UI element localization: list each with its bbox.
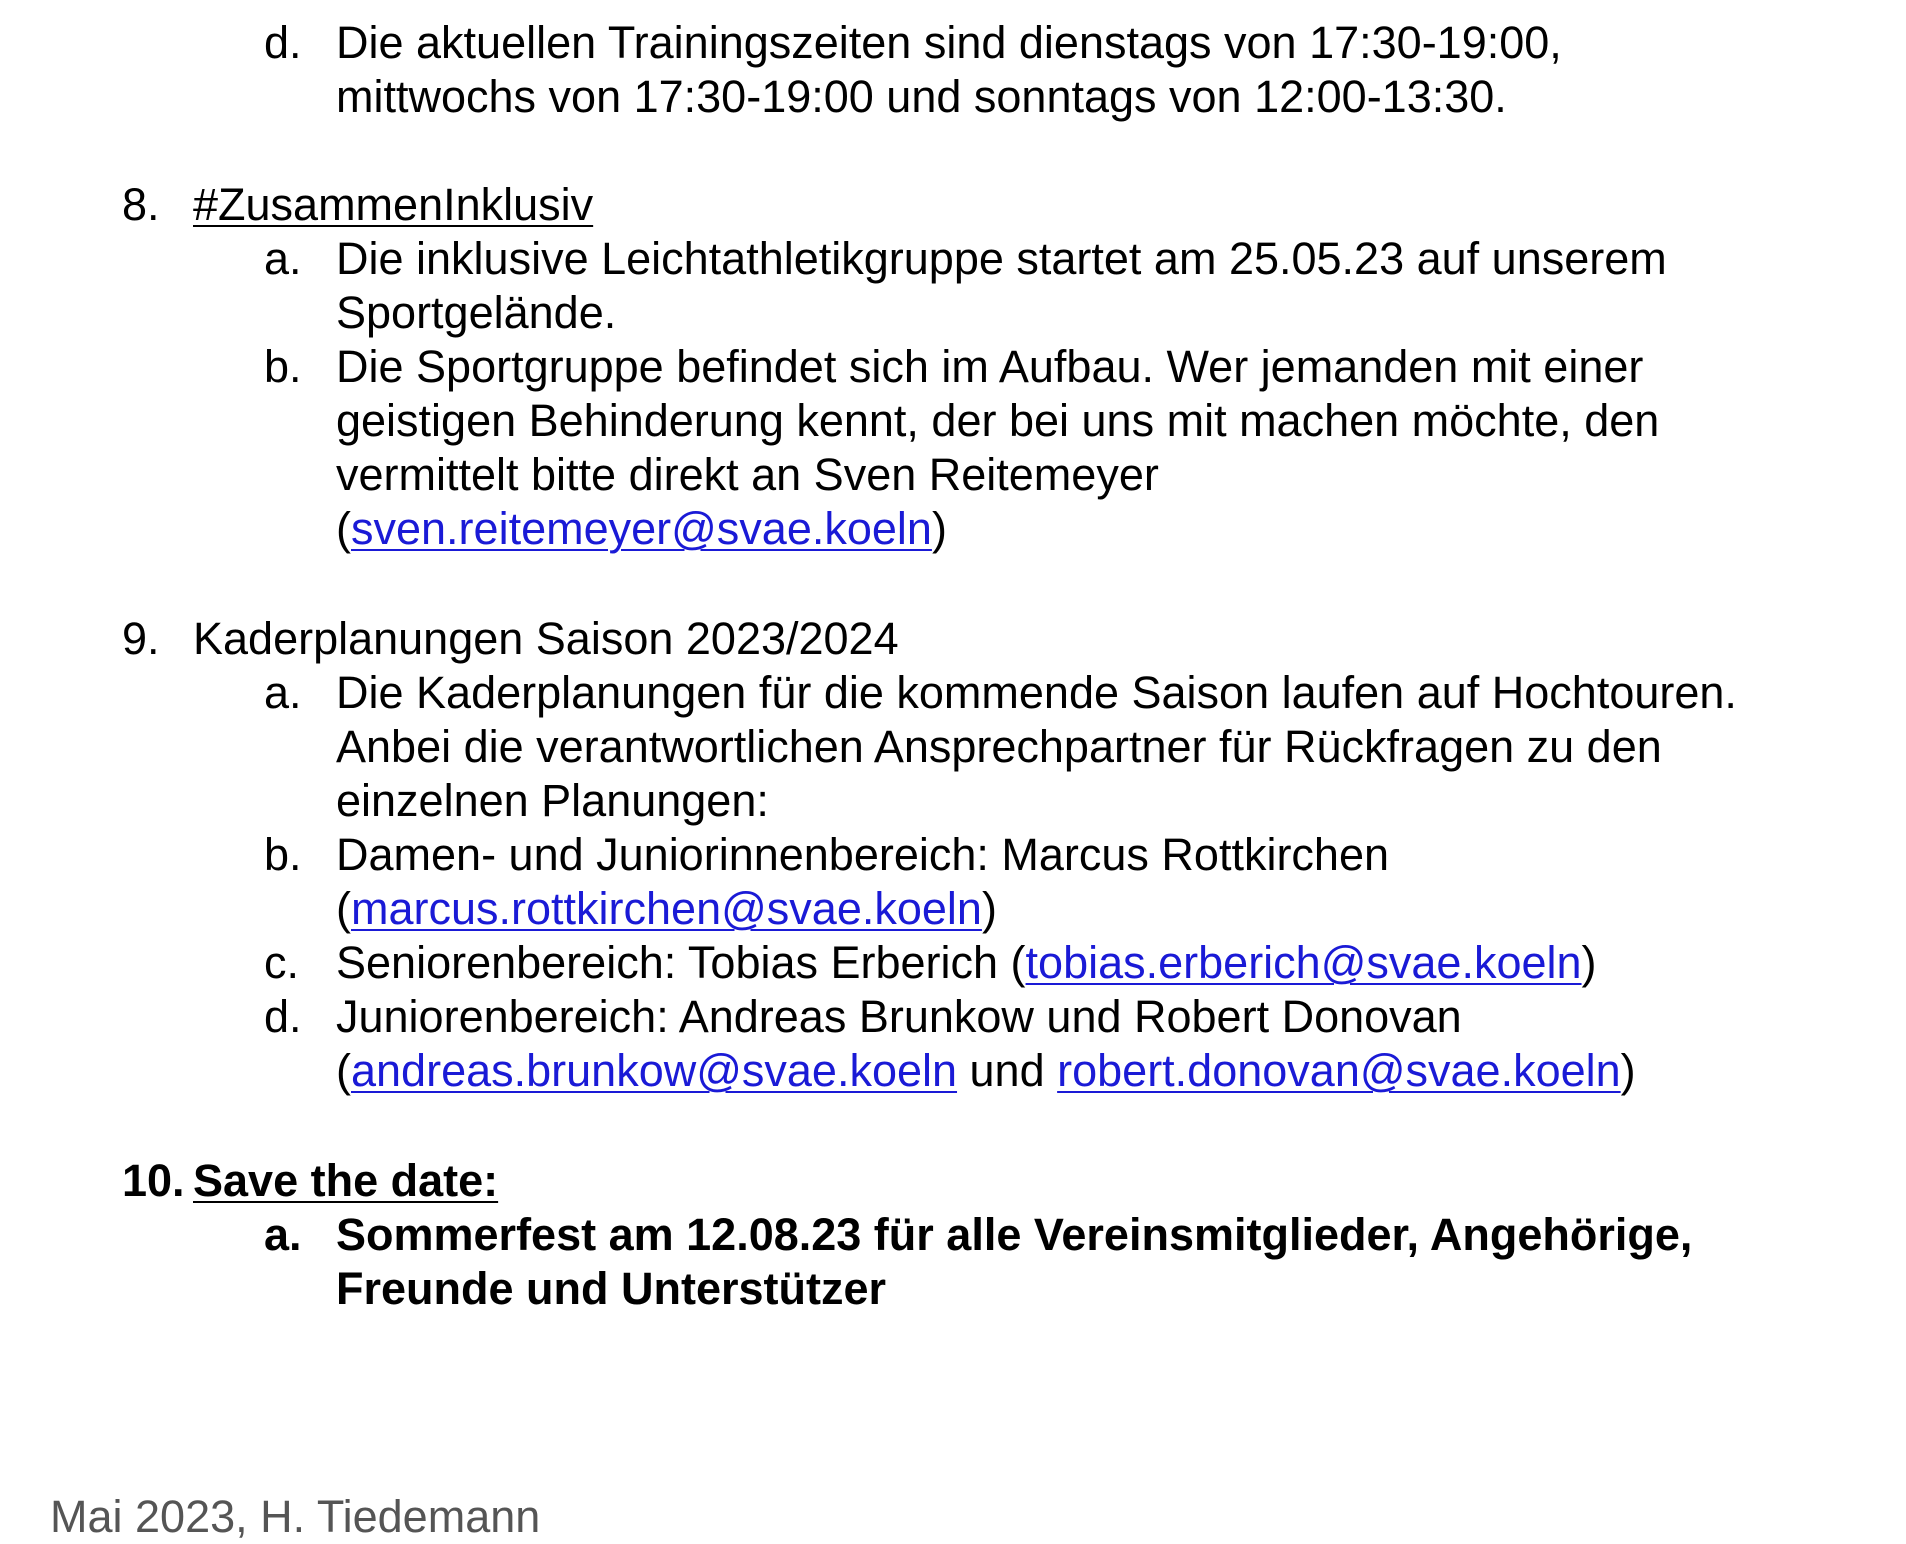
item-letter: a. <box>264 233 302 284</box>
paren-open: ( <box>336 883 351 934</box>
email-line <box>336 1044 1636 1098</box>
item-letter: d. <box>264 991 302 1042</box>
item-text: Juniorenbereich: Andreas Brunkow und Robert Donovan <box>336 991 1462 1042</box>
section-number: 9. <box>122 613 160 664</box>
item-text: mittwochs von 17:30-19:00 und sonntags von 12:00-13:30. <box>336 71 1507 122</box>
email-line <box>336 502 947 556</box>
item-letter: a. <box>264 667 302 718</box>
section-heading: Save the date: <box>193 1155 499 1206</box>
section-number: 8. <box>122 179 160 230</box>
item-text: Anbei die verantwortlichen Ansprechpartner für Rückfragen zu den <box>336 721 1662 772</box>
item-letter: c. <box>264 937 300 988</box>
item-text: geistigen Behinderung kennt, der bei uns mit machen möchte, den <box>336 395 1660 446</box>
section-heading: #ZusammenInklusiv <box>193 179 594 230</box>
paren-open: ( <box>336 503 351 554</box>
item-text: Damen- und Juniorinnenbereich: Marcus Rottkirchen <box>336 829 1390 880</box>
item-text: einzelnen Planungen: <box>336 775 769 826</box>
paren-close: ) <box>1620 1045 1636 1096</box>
email-link-marcus-rottkirchen[interactable]: marcus.rottkirchen@svae.koeln <box>351 883 982 934</box>
item-letter: a. <box>264 1209 302 1260</box>
item-letter: b. <box>264 341 302 392</box>
item-letter: b. <box>264 829 302 880</box>
email-line <box>336 936 1597 990</box>
email-link-andreas-brunkow[interactable]: andreas.brunkow@svae.koeln <box>351 1045 958 1096</box>
email-link-robert-donovan[interactable]: robert.donovan@svae.koeln <box>1057 1045 1621 1096</box>
item-text: vermittelt bitte direkt an Sven Reitemeyer <box>336 449 1159 500</box>
page-footer: Mai 2023, H. Tiedemann <box>50 1491 541 1542</box>
connector-text: und <box>957 1045 1058 1096</box>
section-number: 10. <box>122 1155 185 1206</box>
item-text: Die Sportgruppe befindet sich im Aufbau. Wer jemanden mit einer <box>336 341 1644 392</box>
email-link-sven-reitemeyer[interactable]: sven.reitemeyer@svae.koeln <box>351 503 932 554</box>
email-line <box>336 882 997 936</box>
item-text: Die inklusive Leichtathletikgruppe startet am 25.05.23 auf unserem <box>336 233 1667 284</box>
item-text: Sportgelände. <box>336 287 617 338</box>
item-text: Seniorenbereich: Tobias Erberich ( <box>336 937 1026 988</box>
item-text: Freunde und Unterstützer <box>336 1263 887 1314</box>
paren-close: ) <box>981 883 997 934</box>
item-letter: d. <box>264 17 302 68</box>
section-heading: Kaderplanungen Saison 2023/2024 <box>193 613 899 664</box>
paren-close: ) <box>1581 937 1597 988</box>
email-link-tobias-erberich[interactable]: tobias.erberich@svae.koeln <box>1025 937 1582 988</box>
item-text: Die aktuellen Trainingszeiten sind dienstags von 17:30-19:00, <box>336 17 1562 68</box>
item-text: Die Kaderplanungen für die kommende Saison laufen auf Hochtouren. <box>336 667 1737 718</box>
item-text: Sommerfest am 12.08.23 für alle Vereinsmitglieder, Angehörige, <box>336 1209 1693 1260</box>
paren-close: ) <box>931 503 947 554</box>
paren-open: ( <box>336 1045 351 1096</box>
